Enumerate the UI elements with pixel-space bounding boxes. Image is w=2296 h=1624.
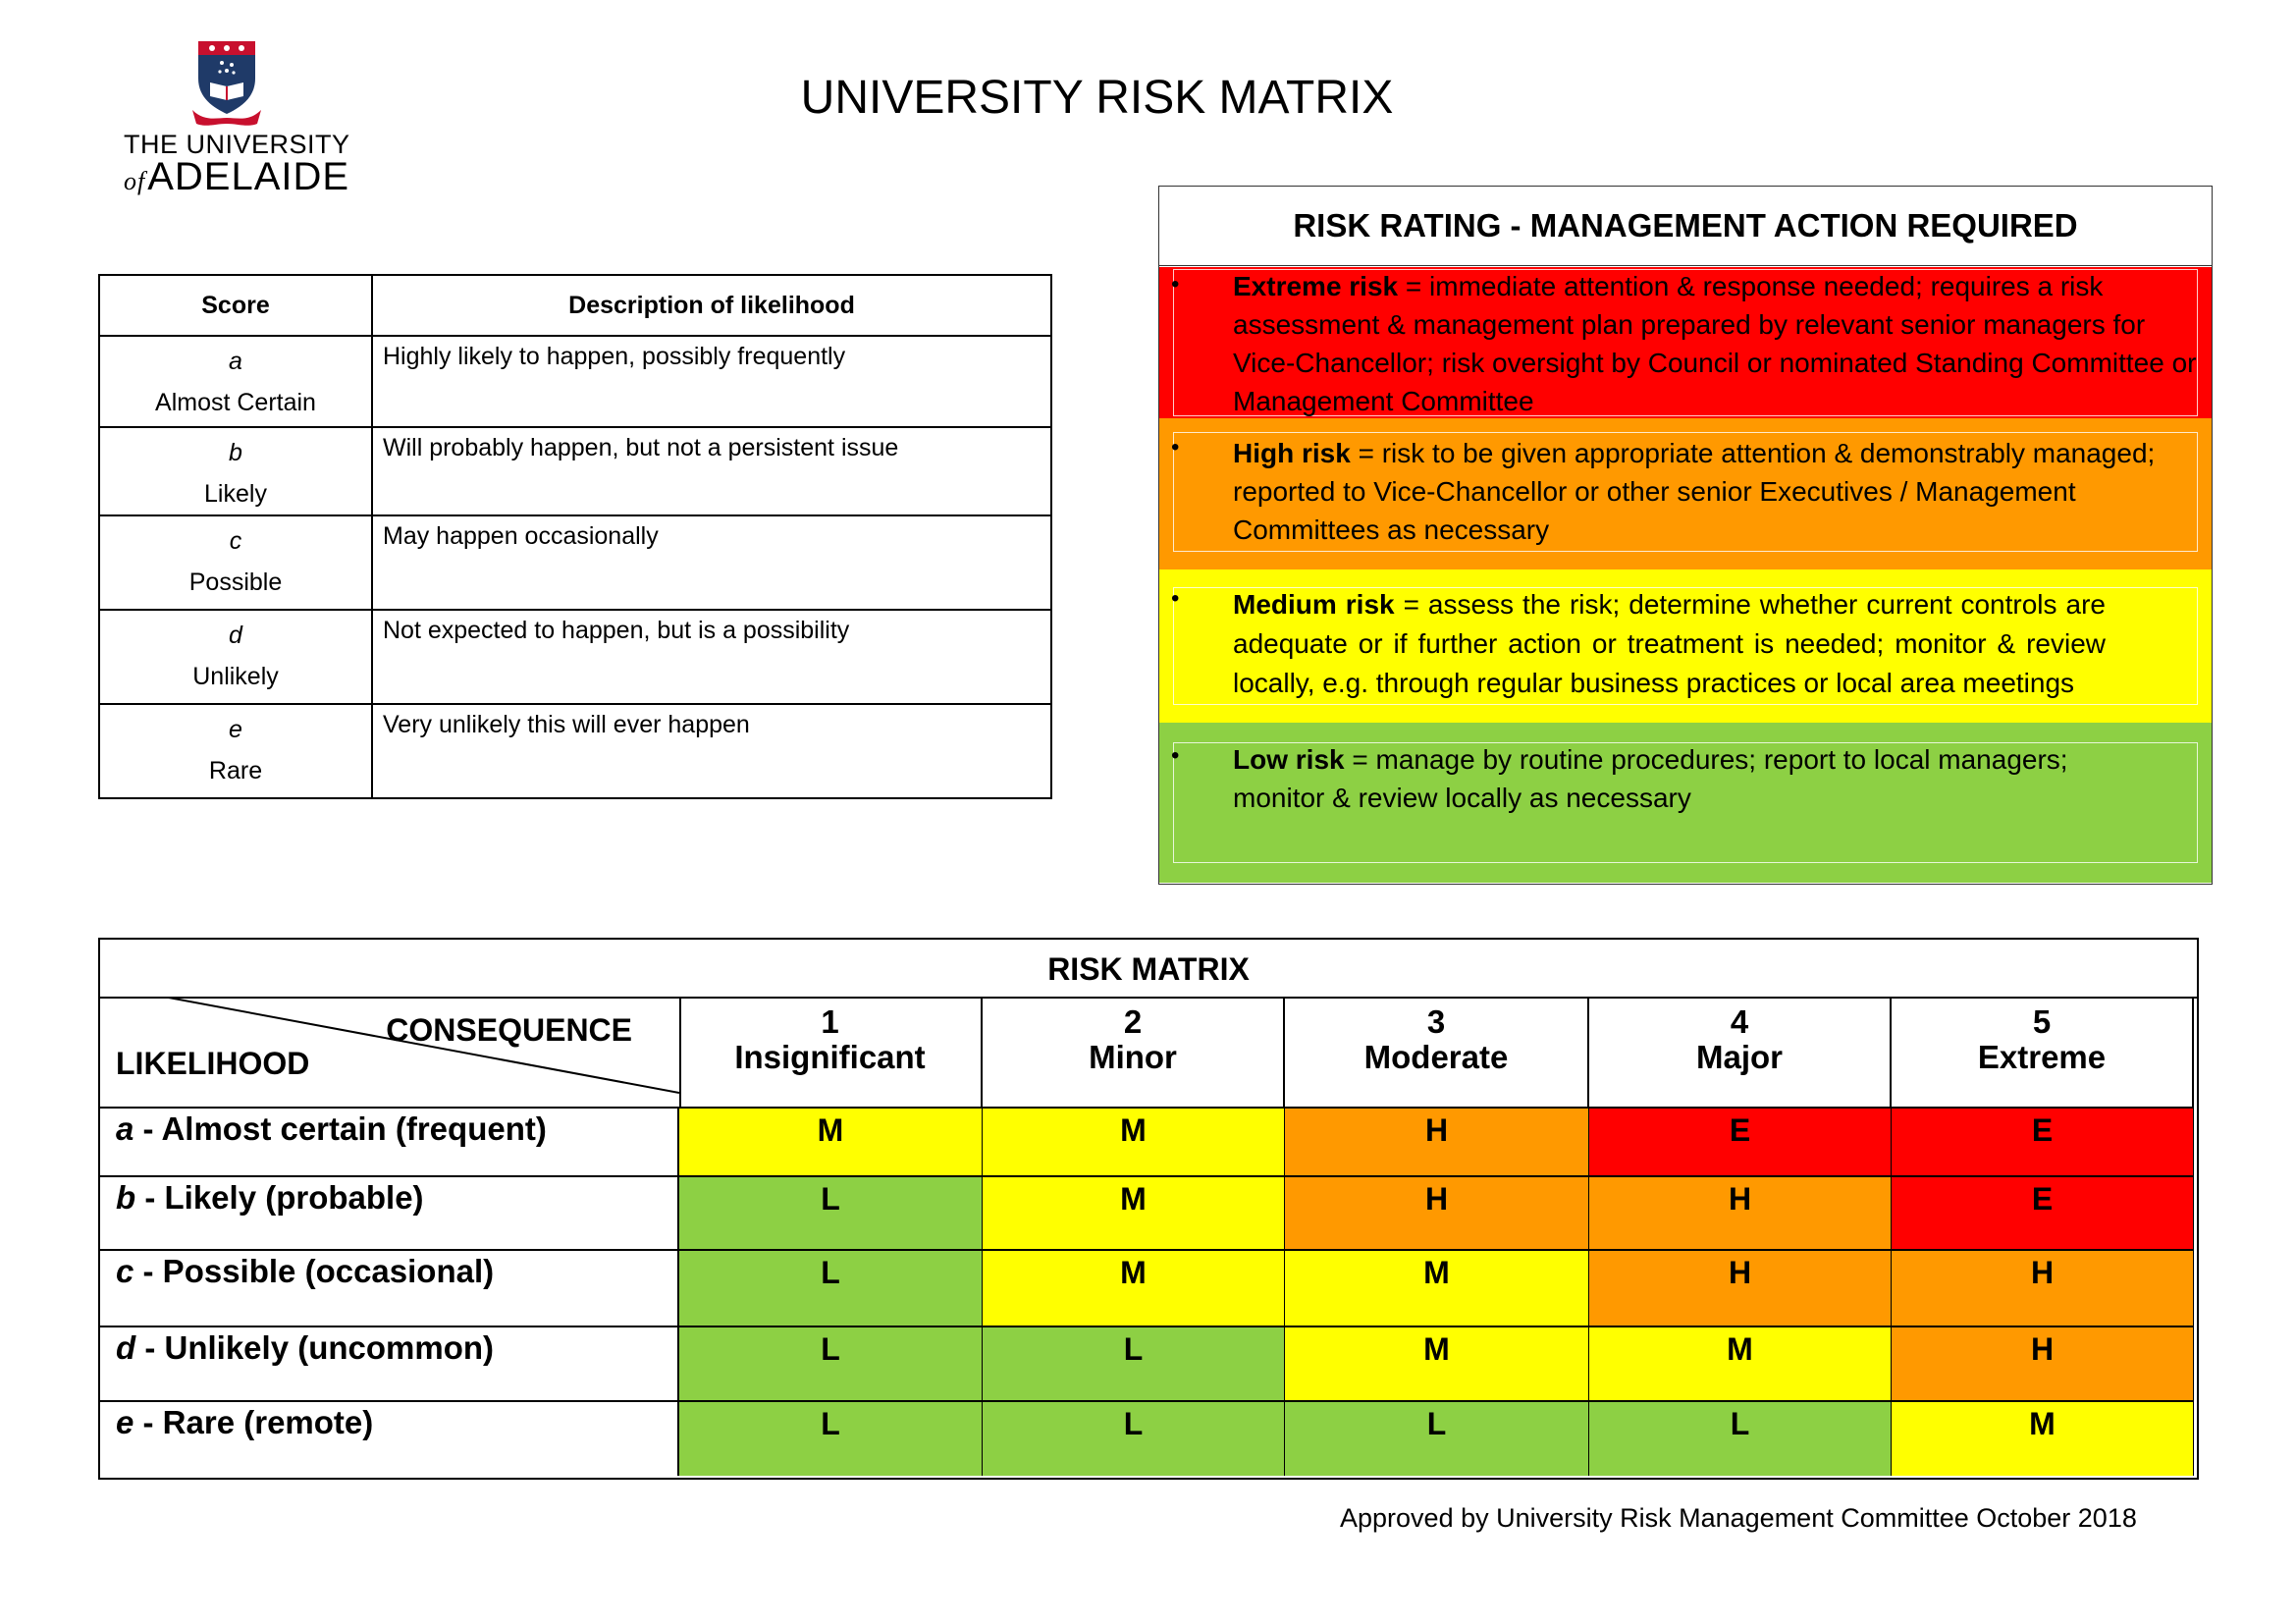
consequence-label: CONSEQUENCE	[386, 1012, 632, 1048]
extreme-risk-term: Extreme risk	[1233, 271, 1399, 301]
page-title: UNIVERSITY RISK MATRIX	[800, 72, 1394, 124]
consequence-name: Major	[1695, 1039, 1783, 1075]
medium-risk-term: Medium risk	[1233, 589, 1395, 620]
row-label: - Almost certain (frequent)	[133, 1110, 547, 1147]
consequence-number: 1	[821, 1003, 839, 1040]
medium-risk-text	[1233, 585, 2106, 703]
risk-cell: H	[1285, 1107, 1589, 1175]
risk-cell: H	[1285, 1175, 1589, 1249]
score-letter: b	[229, 439, 242, 466]
bullet-icon: •	[1171, 585, 1180, 612]
logo-adelaide: ADELAIDE	[147, 155, 350, 198]
risk-cell: L	[679, 1400, 983, 1476]
risk-cell: M	[1285, 1326, 1589, 1400]
row-letter: a	[116, 1110, 134, 1147]
likelihood-label: LIKELIHOOD	[116, 1046, 310, 1081]
risk-rating-box	[1158, 186, 2213, 885]
risk-cell: E	[1892, 1175, 2194, 1249]
score-name: Almost Certain	[155, 389, 316, 416]
score-name: Unlikely	[192, 663, 279, 690]
score-letter: e	[229, 716, 242, 743]
extreme-risk-desc: = immediate attention & response needed; requires a risk assessment & management plan prepared by relevant senior managers for Vice-Chancellor; risk oversight by Council or nominated Standing Committee or Management Committee	[1233, 271, 2197, 416]
risk-matrix-caption: RISK MATRIX	[100, 940, 2197, 999]
risk-cell: M	[983, 1107, 1285, 1175]
row-label: - Unlikely (uncommon)	[135, 1329, 495, 1366]
likelihood-row-header	[100, 1107, 679, 1175]
score-letter: c	[229, 527, 242, 555]
risk-cell: H	[1589, 1175, 1892, 1249]
risk-cell: M	[679, 1107, 983, 1175]
consequence-column-header	[1589, 999, 1892, 1107]
likelihood-description: Not expected to happen, but is a possibility	[372, 610, 1051, 704]
likelihood-row	[99, 515, 1051, 610]
high-risk-desc: = risk to be given appropriate attention & demonstrably managed; reported to Vice-Chancellor or other senior Executives / Management Committees as necessary	[1233, 438, 2156, 545]
likelihood-row	[99, 704, 1051, 798]
risk-cell: L	[679, 1326, 983, 1400]
consequence-column-header	[983, 999, 1285, 1107]
low-risk-band	[1159, 723, 2212, 883]
risk-cell: L	[1285, 1400, 1589, 1476]
risk-cell: M	[983, 1175, 1285, 1249]
medium-risk-desc: = assess the risk; determine whether current controls are adequate or if further action or treatment is needed; monitor & review locally, e.g. through regular business practices or local area meetings	[1233, 589, 2106, 698]
score-name: Likely	[204, 480, 267, 508]
risk-cell: H	[1892, 1249, 2194, 1326]
risk-cell: M	[1892, 1400, 2194, 1476]
logo-wordmark-line2	[124, 155, 349, 199]
low-risk-desc: = manage by routine procedures; report to local managers; monitor & review locally as necessary	[1233, 744, 2068, 813]
likelihood-description: May happen occasionally	[372, 515, 1051, 610]
likelihood-row	[99, 610, 1051, 704]
consequence-name: Extreme	[1977, 1039, 2107, 1075]
risk-cell: H	[1892, 1326, 2194, 1400]
logo-of: of	[124, 167, 146, 195]
high-risk-band	[1159, 418, 2212, 569]
high-risk-term: High risk	[1233, 438, 1351, 468]
risk-cell: L	[983, 1326, 1285, 1400]
row-label: - Possible (occasional)	[133, 1253, 495, 1289]
likelihood-description: Will probably happen, but not a persistent issue	[372, 427, 1051, 515]
row-letter: b	[116, 1179, 136, 1216]
bullet-icon: •	[1171, 271, 1180, 298]
extreme-risk-band	[1159, 267, 2212, 418]
risk-cell: M	[1285, 1249, 1589, 1326]
likelihood-row-header	[100, 1400, 679, 1476]
consequence-name: Insignificant	[734, 1039, 926, 1075]
row-letter: d	[116, 1329, 136, 1366]
risk-cell: E	[1892, 1107, 2194, 1175]
row-letter: c	[116, 1253, 134, 1289]
likelihood-row-header	[100, 1175, 679, 1249]
score-header: Score	[99, 275, 372, 336]
risk-cell: L	[983, 1400, 1285, 1476]
risk-rating-heading: RISK RATING - MANAGEMENT ACTION REQUIRED	[1159, 187, 2212, 266]
risk-cell: L	[1589, 1400, 1892, 1476]
consequence-number: 2	[1123, 1003, 1143, 1040]
low-risk-term: Low risk	[1233, 744, 1345, 775]
consequence-column-header	[679, 999, 983, 1107]
approval-note: Approved by University Risk Management Committee October 2018	[1340, 1503, 2137, 1533]
likelihood-description: Very unlikely this will ever happen	[372, 704, 1051, 798]
likelihood-row	[99, 336, 1051, 427]
risk-cell: L	[679, 1175, 983, 1249]
consequence-number: 4	[1730, 1003, 1749, 1040]
likelihood-description: Highly likely to happen, possibly frequently	[372, 336, 1051, 427]
high-risk-text	[1233, 434, 2172, 549]
description-header: Description of likelihood	[372, 275, 1051, 336]
row-label: - Rare (remote)	[133, 1404, 374, 1440]
score-letter: d	[229, 622, 242, 649]
score-name: Rare	[208, 757, 263, 785]
consequence-name: Moderate	[1363, 1039, 1509, 1075]
risk-cell: M	[983, 1249, 1285, 1326]
risk-cell: M	[1589, 1326, 1892, 1400]
bullet-icon: •	[1171, 434, 1180, 460]
consequence-number: 3	[1426, 1003, 1446, 1040]
consequence-column-header	[1892, 999, 2194, 1107]
likelihood-row-header	[100, 1326, 679, 1400]
consequence-number: 5	[2032, 1003, 2052, 1040]
consequence-name: Minor	[1089, 1039, 1177, 1075]
bullet-icon: •	[1171, 742, 1180, 769]
likelihood-row-header	[100, 1249, 679, 1326]
risk-cell: H	[1589, 1249, 1892, 1326]
medium-risk-band	[1159, 569, 2212, 723]
low-risk-text	[1233, 740, 2094, 817]
extreme-risk-text	[1233, 267, 2200, 420]
likelihood-row	[99, 427, 1051, 515]
row-letter: e	[116, 1404, 134, 1440]
risk-matrix	[98, 938, 2199, 1480]
logo-wordmark-line1: THE UNIVERSITY	[124, 130, 350, 159]
score-letter: a	[229, 348, 242, 375]
matrix-corner-header	[100, 999, 681, 1107]
consequence-column-header	[1285, 999, 1589, 1107]
likelihood-table	[98, 274, 1052, 799]
risk-cell: E	[1589, 1107, 1892, 1175]
risk-cell: L	[679, 1249, 983, 1326]
row-label: - Likely (probable)	[135, 1179, 424, 1216]
score-name: Possible	[188, 568, 283, 596]
